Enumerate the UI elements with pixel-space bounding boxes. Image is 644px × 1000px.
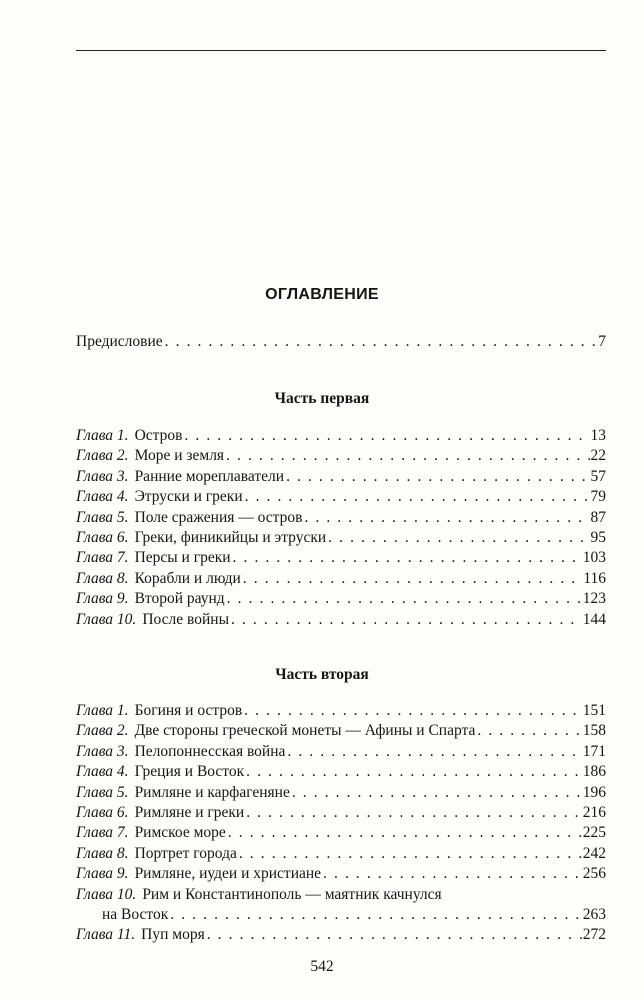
leader-dots (244, 701, 582, 721)
entry-page: 7 (598, 333, 606, 350)
chapter-label: Глава 6. (76, 529, 129, 546)
leader-dots (245, 487, 590, 507)
toc-entry-first-line[interactable] (76, 885, 606, 905)
toc-entry[interactable] (76, 528, 606, 548)
entry-page: 216 (582, 804, 606, 821)
top-rule (76, 50, 606, 51)
chapter-label: Глава 10. (76, 885, 137, 903)
leader-dots (239, 844, 582, 864)
entry-page: 13 (590, 427, 606, 444)
leader-dots (184, 426, 589, 446)
toc-entry[interactable] (76, 864, 606, 884)
entry-title: Две стороны греческой монеты — Афины и Спарта (134, 722, 476, 740)
toc-entry[interactable] (76, 426, 606, 446)
entry-title: Остров (134, 427, 183, 444)
leader-dots (170, 905, 581, 925)
leader-dots (477, 721, 581, 741)
toc-entry[interactable] (76, 803, 606, 823)
entry-title: Римское море (134, 824, 226, 842)
entry-page: 57 (590, 467, 606, 485)
entry-page: 79 (590, 488, 606, 506)
toc-entry[interactable] (76, 569, 606, 589)
toc-entry[interactable] (76, 742, 606, 762)
chapter-label: Глава 2. (76, 447, 129, 465)
toc-entry[interactable] (102, 905, 606, 925)
entry-page: 144 (582, 610, 606, 628)
entry-title: Ранние мореплаватели (134, 467, 285, 485)
entry-title: Этруски и греки (134, 488, 243, 506)
chapter-label: Глава 7. (76, 824, 129, 842)
entry-title: Пуп моря (141, 926, 205, 944)
entry-page: 95 (590, 529, 606, 546)
leader-dots (286, 467, 589, 487)
entry-page: 103 (582, 549, 606, 567)
chapter-label: Глава 7. (76, 549, 129, 567)
entry-page: 196 (582, 783, 606, 801)
chapter-label: Глава 5. (76, 783, 129, 801)
leader-dots (246, 762, 582, 782)
chapter-label: Глава 2. (76, 722, 129, 740)
toc-entry[interactable] (76, 610, 606, 630)
entry-page: 87 (590, 508, 606, 526)
chapter-label: Глава 9. (76, 865, 129, 883)
entry-title: Богиня и остров (134, 702, 243, 719)
chapter-label: Глава 11. (76, 926, 136, 944)
chapter-label: Глава 8. (76, 844, 129, 862)
leader-dots (231, 610, 582, 630)
entry-title: Римляне и греки (134, 804, 245, 821)
chapter-label: Глава 1. (76, 702, 129, 719)
entry-title: Греция и Восток (134, 763, 245, 781)
toc-entry[interactable] (76, 701, 606, 721)
part-title-1: Часть первая (274, 390, 370, 407)
entry-title: Греки, финикийцы и этруски (134, 529, 327, 546)
chapter-label: Глава 5. (76, 508, 129, 526)
entry-title: Римляне, иудеи и христиане (134, 865, 322, 883)
toc-entry[interactable] (76, 925, 606, 945)
toc-entry[interactable] (76, 721, 606, 741)
entry-title: Предисловие (76, 333, 163, 350)
leader-dots (246, 803, 582, 823)
entry-page: 256 (582, 865, 606, 883)
toc-entry[interactable] (76, 844, 606, 864)
chapter-label: Глава 3. (76, 467, 129, 485)
toc-entry[interactable] (76, 508, 606, 528)
entry-title: Рим и Константинополь — маятник качнулся (142, 885, 442, 903)
chapter-label: Глава 9. (76, 590, 129, 608)
chapter-label: Глава 4. (76, 488, 129, 506)
toc-entry[interactable] (76, 823, 606, 843)
toc-entry[interactable] (76, 487, 606, 507)
leader-dots (304, 508, 589, 528)
chapter-label: Глава 8. (76, 569, 129, 587)
leader-dots (226, 446, 589, 466)
entry-page: 186 (582, 763, 606, 781)
entry-page: 225 (582, 824, 606, 842)
chapter-label: Глава 6. (76, 804, 129, 821)
leader-dots (227, 589, 582, 609)
leader-dots (243, 569, 583, 589)
leader-dots (287, 742, 581, 762)
toc-entry[interactable] (76, 783, 606, 803)
entry-page: 158 (582, 722, 606, 740)
toc-entry[interactable] (76, 548, 606, 568)
entry-title: Второй раунд (134, 590, 225, 608)
leader-dots (165, 332, 598, 352)
toc-entry-preface[interactable] (76, 332, 606, 352)
entry-title: Персы и греки (134, 549, 231, 567)
entry-title: Поле сражения — остров (134, 508, 303, 526)
chapter-label: Глава 3. (76, 742, 129, 760)
entry-title: Корабли и люди (134, 569, 241, 587)
toc-entry[interactable] (76, 446, 606, 466)
chapter-label: Глава 4. (76, 763, 129, 781)
leader-dots (233, 548, 582, 568)
chapter-label: Глава 1. (76, 427, 129, 444)
entry-page: 242 (582, 844, 606, 862)
entry-title: Портрет города (134, 844, 237, 862)
entry-page: 151 (582, 702, 606, 719)
entry-title: Море и земля (134, 447, 225, 465)
toc-entry[interactable] (76, 589, 606, 609)
toc-entry[interactable] (76, 762, 606, 782)
entry-title: Пелопоннесская война (134, 742, 286, 760)
leader-dots (292, 783, 582, 803)
entry-page: 116 (583, 569, 606, 587)
leader-dots (323, 864, 582, 884)
entry-page: 263 (582, 906, 606, 923)
page-number: 542 (310, 958, 334, 975)
entry-title: Римляне и карфагеняне (134, 783, 290, 801)
entry-title: После войны (142, 610, 229, 628)
chapter-label: Глава 10. (76, 610, 137, 628)
entry-page: 123 (582, 590, 606, 608)
part-title-2: Часть вторая (275, 666, 369, 683)
entry-title-continued: на Восток (102, 906, 169, 923)
leader-dots (228, 823, 582, 843)
entry-page: 22 (590, 447, 606, 465)
leader-dots (207, 925, 582, 945)
leader-dots (328, 528, 589, 548)
entry-page: 272 (582, 926, 606, 944)
entry-page: 171 (582, 742, 606, 760)
toc-title: ОГЛАВЛЕНИЕ (265, 286, 379, 303)
toc-entry[interactable] (76, 467, 606, 487)
